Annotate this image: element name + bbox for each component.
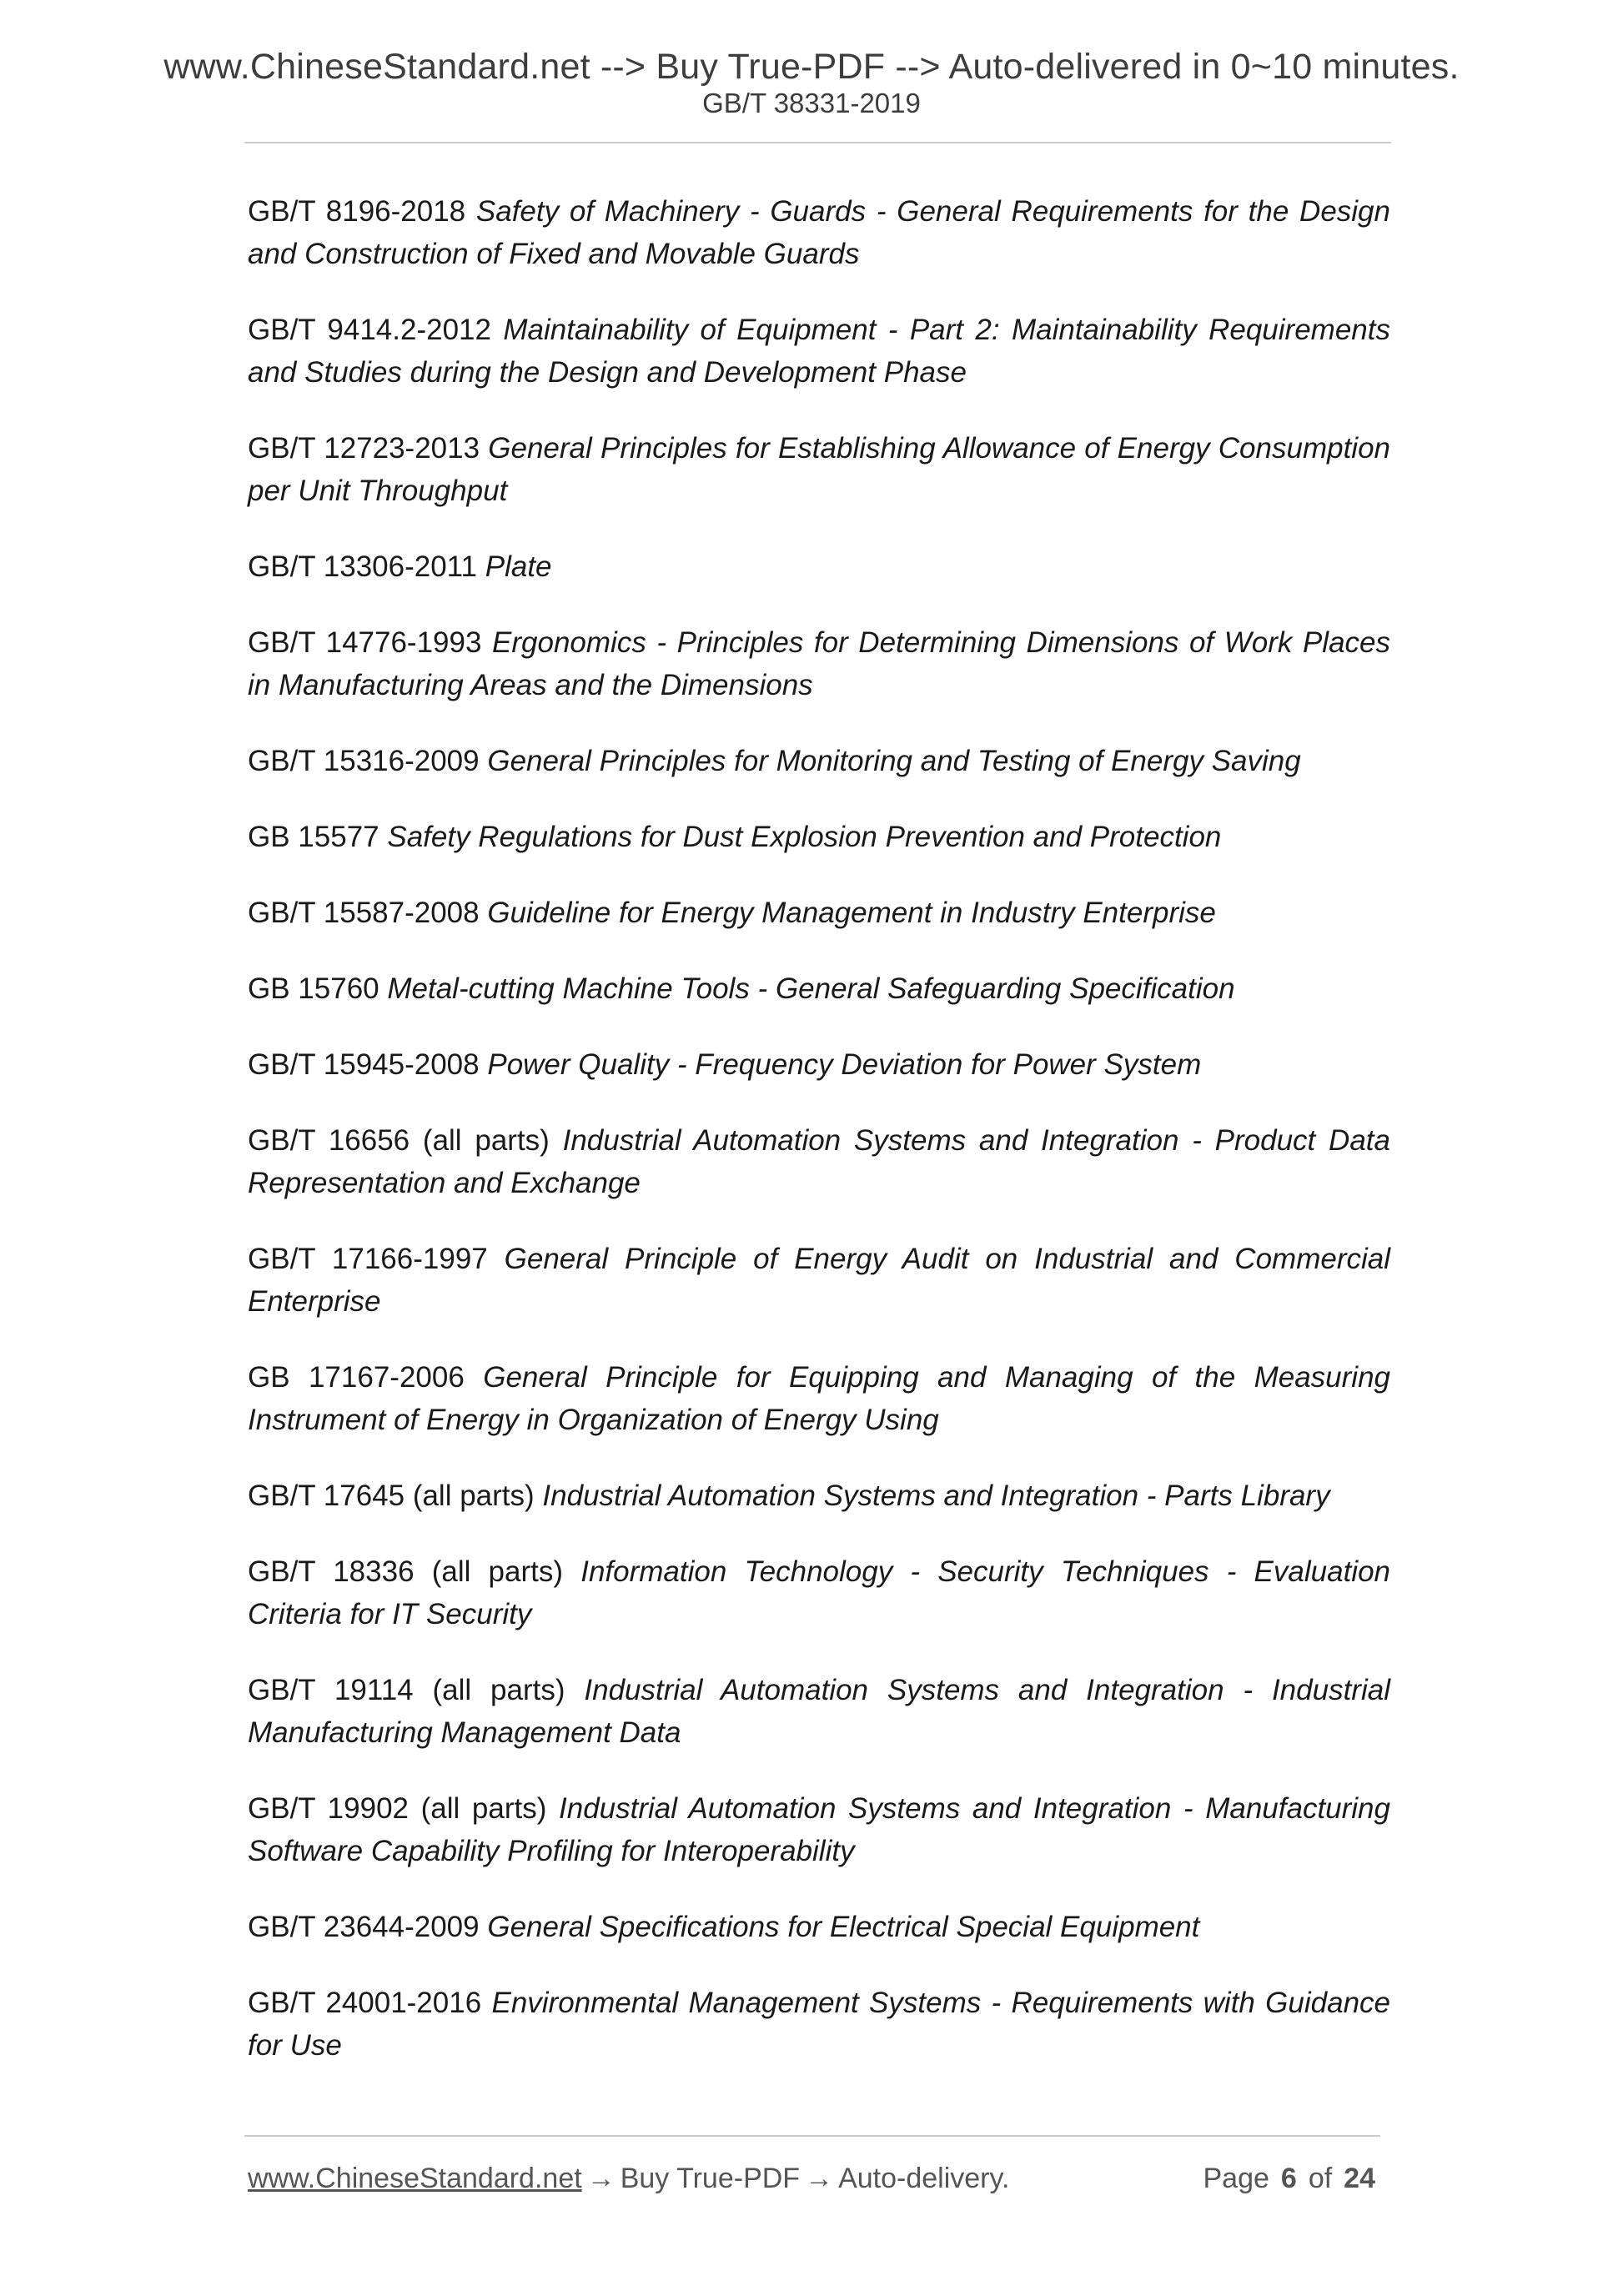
reference-item	[248, 816, 1390, 858]
page-of-label: of	[1308, 2163, 1333, 2194]
current-page-number: 6	[1280, 2163, 1297, 2194]
reference-title: Safety Regulations for Dust Explosion Prevention and Protection	[387, 821, 1222, 853]
reference-code: GB/T 13306-2011	[248, 550, 478, 583]
reference-title: Industrial Automation Systems and Integration - Manufacturing Software Capability Profiling for Interoperability	[248, 1792, 1390, 1867]
page-header	[0, 0, 1623, 119]
reference-title: Plate	[485, 550, 552, 583]
reference-title: Industrial Automation Systems and Integration - Parts Library	[542, 1480, 1330, 1512]
reference-item	[248, 1238, 1390, 1323]
reference-title: General Principle for Equipping and Managing of the Measuring Instrument of Energy in Organization of Energy Using	[248, 1361, 1390, 1436]
reference-code: GB/T 24001-2016	[248, 1987, 482, 2019]
reference-code: GB 15760	[248, 972, 379, 1005]
reference-item	[248, 1669, 1390, 1754]
reference-title: Safety of Machinery - Guards - General Requirements for the Design and Construction of Fixed and Movable Guards	[248, 195, 1390, 270]
page-footer	[248, 2158, 1382, 2199]
header-banner: www.ChineseStandard.net --> Buy True-PDF --> Auto-delivered in 0~10 minutes.	[163, 47, 1460, 87]
reference-title: Environmental Management Systems - Requirements with Guidance for Use	[248, 1987, 1390, 2062]
reference-code: GB/T 15316-2009	[248, 745, 480, 777]
page-label: Page	[1203, 2163, 1269, 2194]
reference-title: General Specifications for Electrical Special Equipment	[487, 1911, 1200, 1943]
reference-code: GB/T 15587-2008	[248, 897, 480, 929]
reference-code: GB/T 19114 (all parts)	[248, 1674, 565, 1706]
reference-title: Information Technology - Security Techniques - Evaluation Criteria for IT Security	[248, 1555, 1390, 1630]
reference-title: Ergonomics - Principles for Determining Dimensions of Work Places in Manufacturing Areas and the Dimensions	[248, 626, 1390, 701]
reference-code: GB/T 9414.2-2012	[248, 314, 491, 346]
reference-code: GB/T 8196-2018	[248, 195, 466, 228]
reference-title: General Principle of Energy Audit on Industrial and Commercial Enterprise	[248, 1243, 1390, 1318]
reference-item	[248, 740, 1390, 782]
reference-code: GB/T 17645 (all parts)	[248, 1480, 535, 1512]
page-indicator	[1203, 2158, 1375, 2199]
reference-title: General Principles for Monitoring and Testing of Energy Saving	[487, 745, 1301, 777]
total-pages-number: 24	[1344, 2163, 1375, 2194]
reference-code: GB/T 12723-2013	[248, 432, 480, 465]
reference-item	[248, 190, 1390, 275]
footer-promo	[248, 2158, 1009, 2199]
reference-code: GB/T 14776-1993	[248, 626, 482, 659]
reference-item	[248, 1787, 1390, 1872]
reference-item	[248, 545, 1390, 588]
footer-divider	[244, 2135, 1380, 2137]
reference-code: GB 15577	[248, 821, 379, 853]
auto-delivery-text: Auto-delivery.	[838, 2163, 1010, 2194]
normative-references-list	[248, 190, 1390, 2100]
reference-title: Maintainability of Equipment - Part 2: Maintainability Requirements and Studies during the Design and Development Phase	[248, 314, 1390, 389]
buy-true-pdf-text: Buy True-PDF	[620, 2163, 801, 2194]
reference-item	[248, 1982, 1390, 2067]
reference-title: Industrial Automation Systems and Integration - Industrial Manufacturing Management Data	[248, 1674, 1390, 1749]
right-arrow-icon: →	[805, 2163, 834, 2194]
reference-item	[248, 1043, 1390, 1086]
reference-title: Metal-cutting Machine Tools - General Safeguarding Specification	[387, 972, 1235, 1005]
reference-item	[248, 1906, 1390, 1948]
reference-code: GB/T 16656 (all parts)	[248, 1124, 550, 1157]
reference-code: GB 17167-2006	[248, 1361, 465, 1394]
reference-item	[248, 1550, 1390, 1635]
reference-code: GB/T 19902 (all parts)	[248, 1792, 547, 1825]
reference-title: Guideline for Energy Management in Industry Enterprise	[487, 897, 1216, 929]
reference-code: GB/T 15945-2008	[248, 1048, 480, 1081]
reference-code: GB/T 18336 (all parts)	[248, 1555, 564, 1588]
reference-item	[248, 1119, 1390, 1204]
reference-code: GB/T 23644-2009	[248, 1911, 480, 1943]
reference-item	[248, 427, 1390, 512]
reference-item	[248, 621, 1390, 706]
standard-number: GB/T 38331-2019	[702, 88, 921, 118]
reference-item	[248, 967, 1390, 1010]
reference-item	[248, 1356, 1390, 1441]
reference-code: GB/T 17166-1997	[248, 1243, 488, 1275]
reference-item	[248, 892, 1390, 934]
right-arrow-icon: →	[586, 2163, 616, 2194]
reference-title: General Principles for Establishing Allowance of Energy Consumption per Unit Throughput	[248, 432, 1390, 507]
reference-item	[248, 1475, 1390, 1517]
reference-title: Power Quality - Frequency Deviation for Power System	[487, 1048, 1202, 1081]
header-divider	[244, 142, 1391, 143]
website-link[interactable]: www.ChineseStandard.net	[248, 2163, 582, 2194]
reference-item	[248, 309, 1390, 394]
reference-title: Industrial Automation Systems and Integration - Product Data Representation and Exchange	[248, 1124, 1390, 1199]
